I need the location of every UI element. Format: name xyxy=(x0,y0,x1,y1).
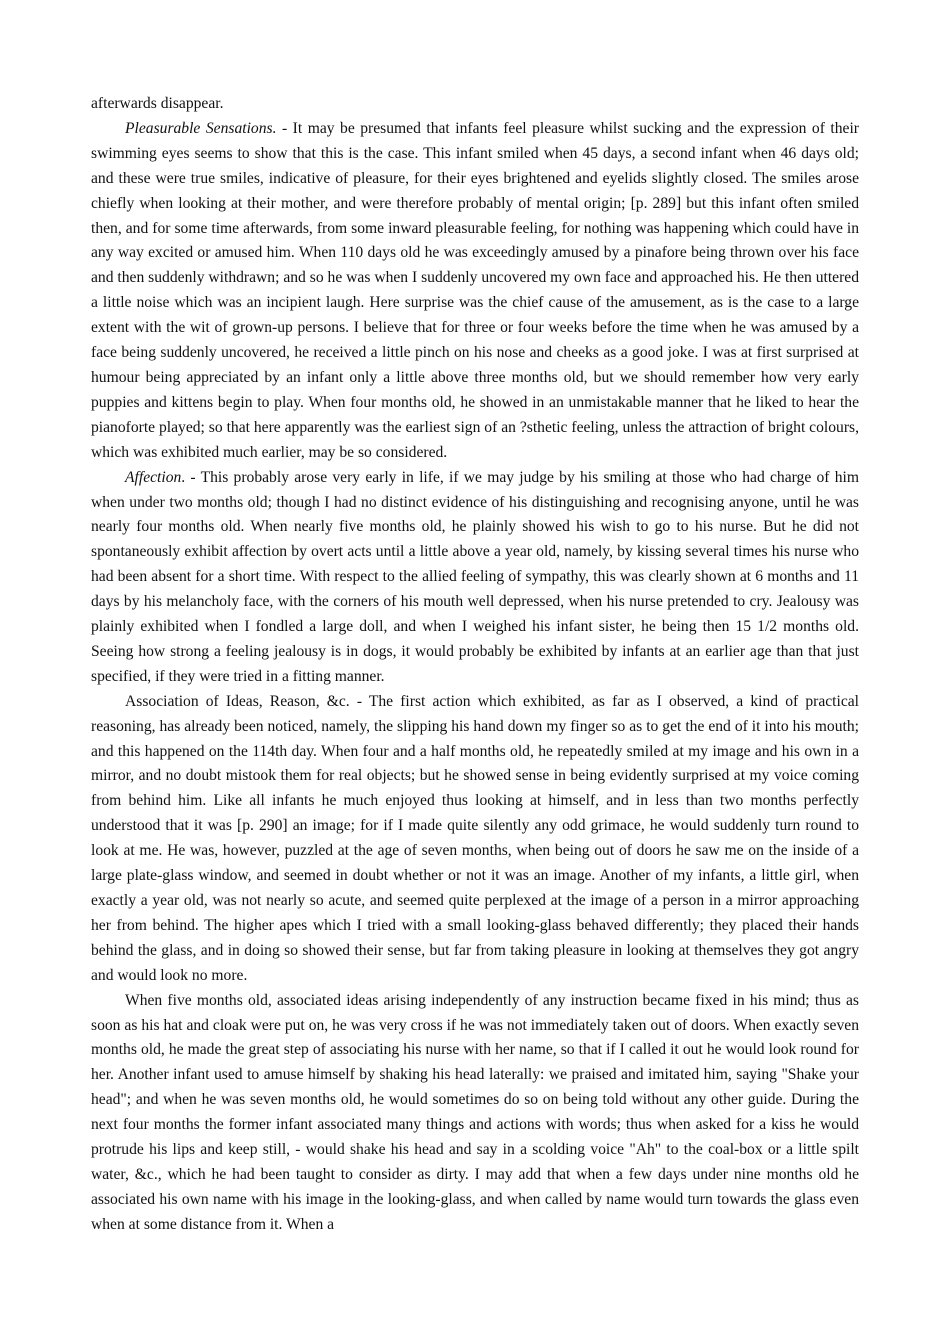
continuation-line: afterwards disappear. xyxy=(91,95,224,112)
paragraph-body: - It may be presumed that infants feel pleasure whilst sucking and the expression of their swimming eyes seems to show that this is the case. This infant smiled when 45 days, a second infant when 46 days old; and these were true smiles, indicative of pleasure, for their eyes brightened and eyelids slightly closed. The smiles arose chiefly when looking at their mother, and were therefore probably of mental origin; [p. 289] but this infant often smiled then, and for some time afterwards, from some inward pleasurable feeling, for nothing was happening which could have in any way excited or amused him. When 110 days old he was exceedingly amused by a pinafore being thrown over his face and then suddenly withdrawn; and so he was when I suddenly uncovered my own face and approached his. He then uttered a little noise which was an incipient laugh. Here surprise was the chief cause of the amusement, as is the case to a large extent with the wit of grown-up persons. I believe that for three or four weeks before the time when he was amused by a face being suddenly uncovered, he received a little pinch on his nose and cheeks as a good joke. I was at first surprised at humour being appreciated by an infant only a little above three months old, but we should remember how very early puppies and kittens begin to play. When four months old, he showed in an unmistakable manner that he liked to hear the pianoforte played; so that here apparently was the earliest sign of an ?sthetic feeling, unless the attraction of bright colours, which was exhibited much earlier, may be so considered. xyxy=(91,119,859,461)
document-page xyxy=(91,92,859,1238)
paragraph-pleasurable-sensations xyxy=(91,117,859,466)
paragraph-association-of-ideas xyxy=(91,690,859,989)
paragraph-affection xyxy=(91,466,859,690)
paragraph-five-months xyxy=(91,989,859,1238)
paragraph-body: . - This probably arose very early in life, if we may judge by his smiling at those who had charge of him when under two months old; though I had no distinct evidence of his distinguishing and recognising anyone, until he was nearly four months old. When nearly five months old, he plainly showed his wish to go to his nurse. But he did not spontaneously exhibit affection by overt acts until a little above a year old, namely, by kissing several times his nurse who had been absent for a short time. With respect to the allied feeling of sympathy, this was clearly shown at 6 months and 11 days by his melancholy face, with the corners of his mouth well depressed, when his nurse pretended to cry. Jealousy was plainly exhibited when I fondled a large doll, and when I weighed his infant sister, he being then 15 1/2 months old. Seeing how strong a feeling jealousy is in dogs, it would probably be exhibited by infants at an earlier age than that just specified, if they were tried in a fitting manner. xyxy=(91,468,859,685)
paragraph-body: When five months old, associated ideas arising independently of any instruction became fixed in his mind; thus as soon as his hat and cloak were put on, he was very cross if he was not immediately taken out of doors. When exactly seven months old, he made the great step of associating his nurse with her name, so that if I called it out he would look round for her. Another infant used to amuse himself by shaking his head laterally: we praised and imitated him, saying "Shake your head"; and when he was seven months old, he would sometimes do so on being told without any other guide. During the next four months the former infant associated many things and actions with words; thus when asked for a kiss he would protrude his lips and keep still, - would shake his head and say in a scolding voice "Ah" to the coal-box or a little spilt water, &c., which he had been taught to consider as dirty. I may add that when a few days under nine months old he associated his own name with his image in the looking-glass, and when called by name would turn towards the glass even when at some distance from it. When a xyxy=(91,991,859,1233)
paragraph-body: Association of Ideas, Reason, &c. - The first action which exhibited, as far as I observed, a kind of practical reasoning, has already been noticed, namely, the slipping his hand down my finger so as to get the end of it into his mouth; and this happened on the 114th day. When four and a half months old, he repeatedly smiled at my image and his own in a mirror, and no doubt mistook them for real objects; but he showed sense in being evidently surprised at my voice coming from behind him. Like all infants he much enjoyed thus looking at himself, and in less than two months perfectly understood that it was [p. 290] an image; for if I made quite silently any odd grimace, he would suddenly turn round to look at me. He was, however, puzzled at the age of seven months, when being out of doors he saw me on the inside of a large plate-glass window, and seemed in doubt whether or not it was an image. Another of my infants, a little girl, when exactly a year old, was not nearly so acute, and seemed quite perplexed at the image of a person in a mirror approaching her from behind. The higher apes which I tried with a small looking-glass behaved differently; they placed their hands behind the glass, and in doing so showed their sense, but far from taking pleasure in looking at themselves they got angry and would look no more. xyxy=(91,692,859,984)
section-heading-affection: Affection xyxy=(125,468,182,486)
section-heading-pleasurable-sensations: Pleasurable Sensations. xyxy=(125,119,277,137)
